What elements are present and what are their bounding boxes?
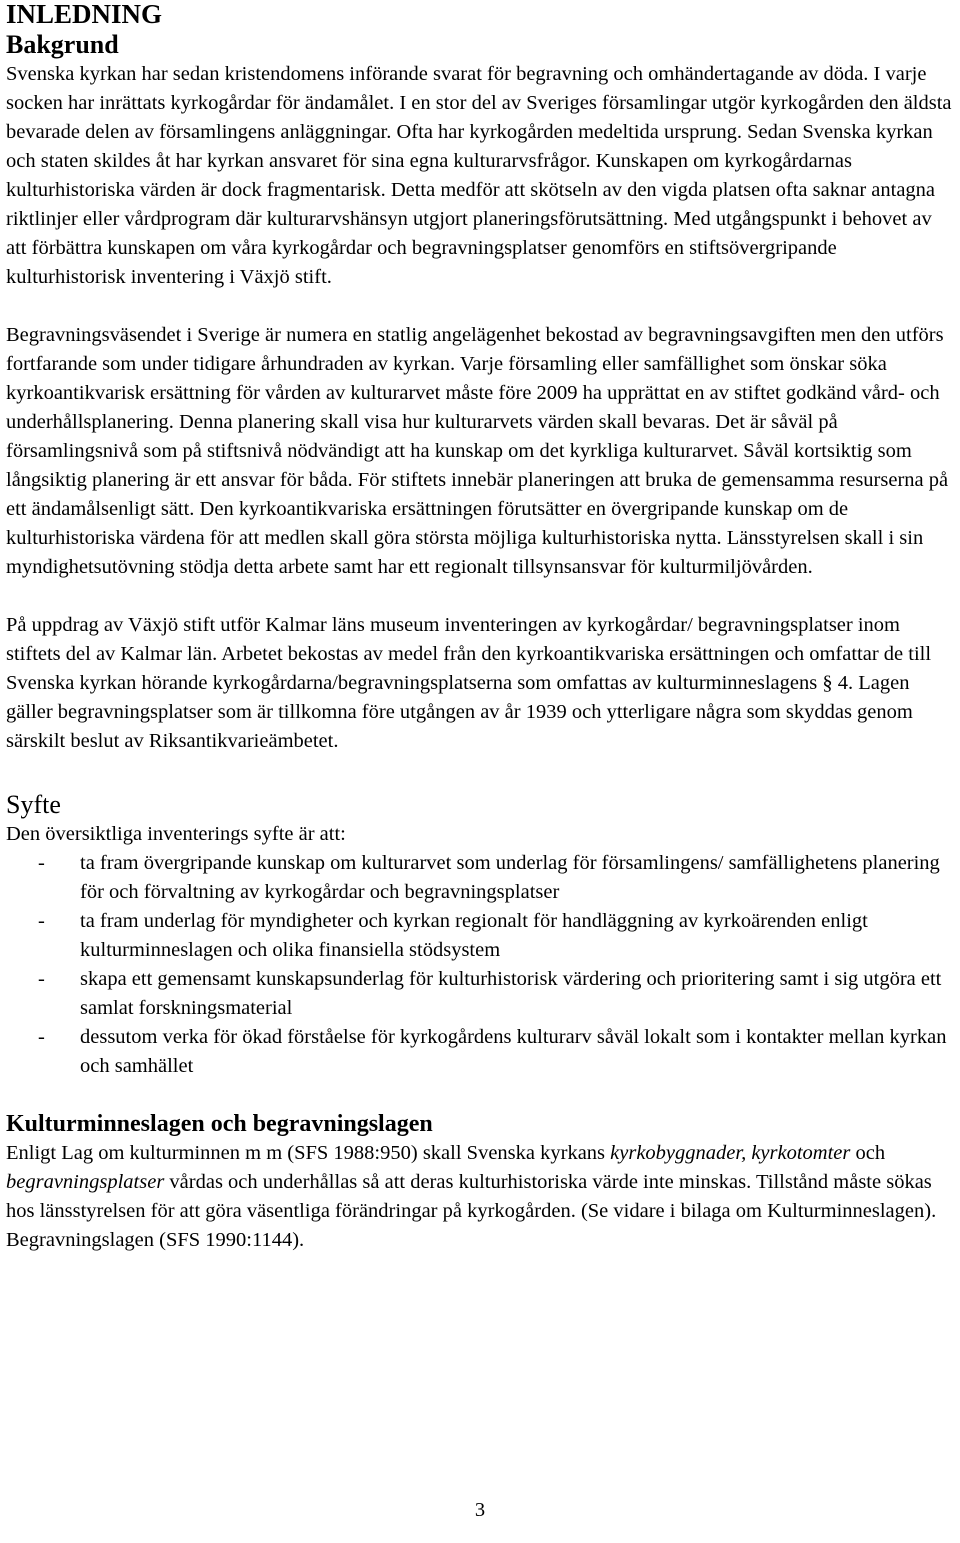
dash-bullet: - [38, 910, 45, 932]
chapter-heading: INLEDNING [6, 0, 163, 29]
laws-text-3: vårdas och underhållas så att deras kulturhistoriska värde inte minskas. Tillstånd måste sökas hos länsstyrelsen för att göra väsentliga förändringar på kyrkogården. (Se vidare i bilaga om Kulturminneslagen). Begravningslagen (SFS 1990:1144). [6, 1171, 937, 1251]
dash-bullet: - [38, 852, 45, 874]
purpose-intro: Den översiktliga inventerings syfte är att: [6, 823, 346, 845]
page-number: 3 [474, 1499, 486, 1521]
list-item-text: ta fram övergripande kunskap om kulturarvet som underlag för församlingens/ samfällighetens planering för och förvaltning av kyrkogårdar och begravningsplatser [80, 852, 940, 903]
list-item-text: ta fram underlag för myndigheter och kyrkan regionalt för handläggning av kyrkoärenden enligt kulturminneslagen och olika finansiella stödsystem [80, 910, 868, 961]
laws-paragraph [6, 1139, 956, 1255]
laws-italic-1: kyrkobyggnader, kyrkotomter [610, 1142, 851, 1164]
laws-text-1: Enligt Lag om kulturminnen m m (SFS 1988:950) skall Svenska kyrkans [6, 1142, 611, 1164]
purpose-list [6, 849, 956, 1081]
background-paragraph-2: Begravningsväsendet i Sverige är numera en statlig angelägenhet bekostad av begravningsavgiften men den utförs fortfarande som under tidigare århundraden av kyrkan. Varje församling eller samfällighet som önskar söka kyrkoantikvarisk ersättning för vården av kulturarvet måste före 2009 ha upprättat en av stiftet godkänd vård- och underhållsplanering. Denna planering skall visa hur kulturarvets värden skall bevaras. Det är såväl på församlingsnivå som på stiftsnivå nödvändigt att ha kunskap om det kyrkliga kulturarvet. Såväl kortsiktig som långsiktig planering är ett ansvar för båda. För stiftets innebär planeringen att bruka de gemensamma resurserna på ett ändamålsenligt sätt. Den kyrkoantikvariska ersättningen förutsätter en övergripande kunskap om de kulturhistoriska värdena för att medlen skall göra största möjliga kulturhistoriska nytta. Länsstyrelsen skall i sin myndighetsutövning stödja detta arbete samt har ett regionalt tillsynsansvar för kulturmiljövården. [6, 324, 949, 578]
list-item-text: skapa ett gemensamt kunskapsunderlag för kulturhistorisk värdering och prioritering samt i sig utgöra ett samlat forskningsmaterial [80, 968, 942, 1019]
section-heading-purpose: Syfte [6, 790, 61, 819]
list-item [6, 965, 956, 1023]
list-item [6, 907, 956, 965]
background-paragraph-3: På uppdrag av Växjö stift utför Kalmar läns museum inventeringen av kyrkogårdar/ begravningsplatser inom stiftets del av Kalmar län. Arbetet bekostas av medel från den kyrkoantikvariska ersättningen och omfattar de till Svenska kyrkan hörande kyrkogårdarna/begravningsplatserna som omfattas av kulturminneslagens § 4. Lagen gäller begravningsplatser som är tillkomna före utgången av år 1939 och ytterligare några som skyddas genom särskilt beslut av Riksantikvarieämbetet. [6, 614, 932, 752]
list-item [6, 1023, 956, 1081]
dash-bullet: - [38, 1026, 45, 1048]
laws-italic-2: begravningsplatser [6, 1171, 165, 1193]
laws-text-2: och [850, 1142, 886, 1164]
section-heading-laws: Kulturminneslagen och begravningslagen [6, 1111, 433, 1137]
document-page [6, 0, 956, 1255]
list-item [6, 849, 956, 907]
dash-bullet: - [38, 968, 45, 990]
list-item-text: dessutom verka för ökad förståelse för kyrkogårdens kulturarv såväl lokalt som i kontakter mellan kyrkan och samhället [80, 1026, 947, 1077]
section-heading-background: Bakgrund [6, 30, 119, 59]
background-paragraph-1: Svenska kyrkan har sedan kristendomens införande svarat för begravning och omhändertagande av döda. I varje socken har inrättats kyrkogårdar för ändamålet. I en stor del av Sveriges församlingar utgör kyrkogården den äldsta bevarade delen av församlingens anläggningar. Ofta har kyrkogården medeltida ursprung. Sedan Svenska kyrkan och staten skildes åt har kyrkan ansvaret för sina egna kulturarvsfrågor. Kunskapen om kyrkogårdarnas kulturhistoriska värden är dock fragmentarisk. Detta medför att skötseln av den vigda platsen ofta saknar antagna riktlinjer eller vårdprogram där kulturarvshänsyn utgjort planeringsförutsättning. Med utgångspunkt i behovet av att förbättra kunskapen om våra kyrkogårdar och begravningsplatser genomförs en stiftsövergripande kulturhistorisk inventering i Växjö stift. [6, 63, 952, 288]
